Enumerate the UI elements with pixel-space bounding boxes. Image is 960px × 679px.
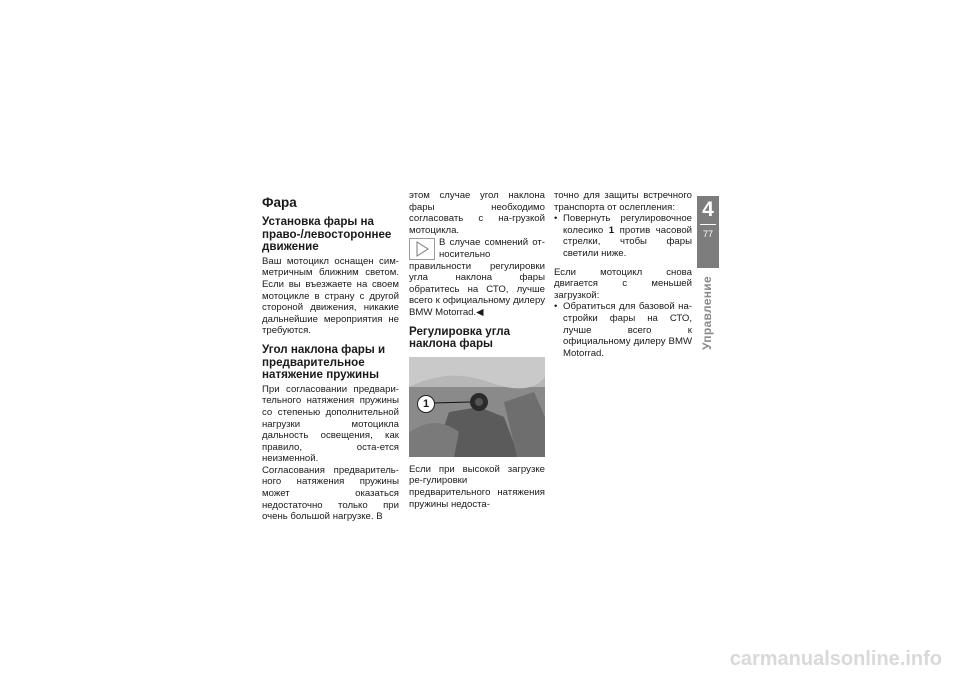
heading-headlight-angle: Угол наклона фары и предварительное натяжение пружины <box>262 342 386 382</box>
note-text: В случае сомнений от-носительно правильности регулировки угла наклона фары обратитесь на СТО, лучше всего к официальному дилеру BMW Motorrad. <box>409 237 545 318</box>
bullet-text-pre: Повернуть регулировочное колесико <box>563 213 692 236</box>
headlight-adjuster-photo <box>409 357 545 457</box>
callout-number: 1 <box>417 395 435 413</box>
paragraph-continued: точно для защиты встречного транспорта от ослепления: <box>554 190 692 213</box>
right-column <box>554 190 692 359</box>
paragraph-headlight-angle-1: При согласовании предвари-тельного натяжения пружины со степенью дополнительной нагрузки мотоцикла дальность освещения, как правило, оста-ется неизменной. <box>262 383 399 465</box>
paragraph-lighter-load: Если мотоцикл снова двигается с меньшей загрузкой: <box>554 266 692 301</box>
page-number: 77 <box>702 229 713 239</box>
bullet-icon: • <box>554 301 558 313</box>
paragraph-heavy-load: Если при высокой загрузке ре-гулировки предварительного натяжения пружины недоста- <box>409 463 545 510</box>
heading-rhd-lhd: Установка фары на право-/левостороннее движение <box>262 215 392 254</box>
paragraph-continued: этом случае угол наклона фары необходимо согласовать с на-грузкой мотоцикла. <box>409 190 545 236</box>
bullet-icon: • <box>554 213 558 225</box>
bullet-callout-number: 1 <box>608 224 615 236</box>
bullet-text-post: против часовой стрелки, чтобы фары светили ниже. <box>563 224 693 259</box>
heading-adjust-angle: Регулировка угла наклона фары <box>409 324 511 351</box>
left-column <box>262 195 399 523</box>
paragraph-rhd-lhd: Ваш мотоцикл оснащен сим-метричным ближним светом. Если вы въезжаете на своем мотоцикле в страну с другой стороной движения, никакие дальнейшие мероприятия не требуются. <box>262 255 399 337</box>
section-title: Управление <box>700 276 714 350</box>
list-item <box>554 301 692 359</box>
middle-column <box>409 190 545 510</box>
paragraph-headlight-angle-2: Согласования предваритель-ного натяжения пружины может оказаться недостаточно только при очень большой нагрузке. В <box>262 464 399 523</box>
list-item <box>554 213 692 259</box>
note-block <box>409 237 545 318</box>
divider <box>700 224 716 225</box>
watermark: carmanualsonline.info <box>729 648 942 670</box>
note-play-icon <box>409 238 435 260</box>
chapter-number: 4 <box>702 198 714 221</box>
bullet-text: Обратиться для базовой на-стройки фары на СТО, лучше всего к официальному дилеру BMW Motorrad. <box>563 301 692 359</box>
page-title: Фара <box>262 195 297 210</box>
end-marker-icon: ◀ <box>476 306 484 318</box>
